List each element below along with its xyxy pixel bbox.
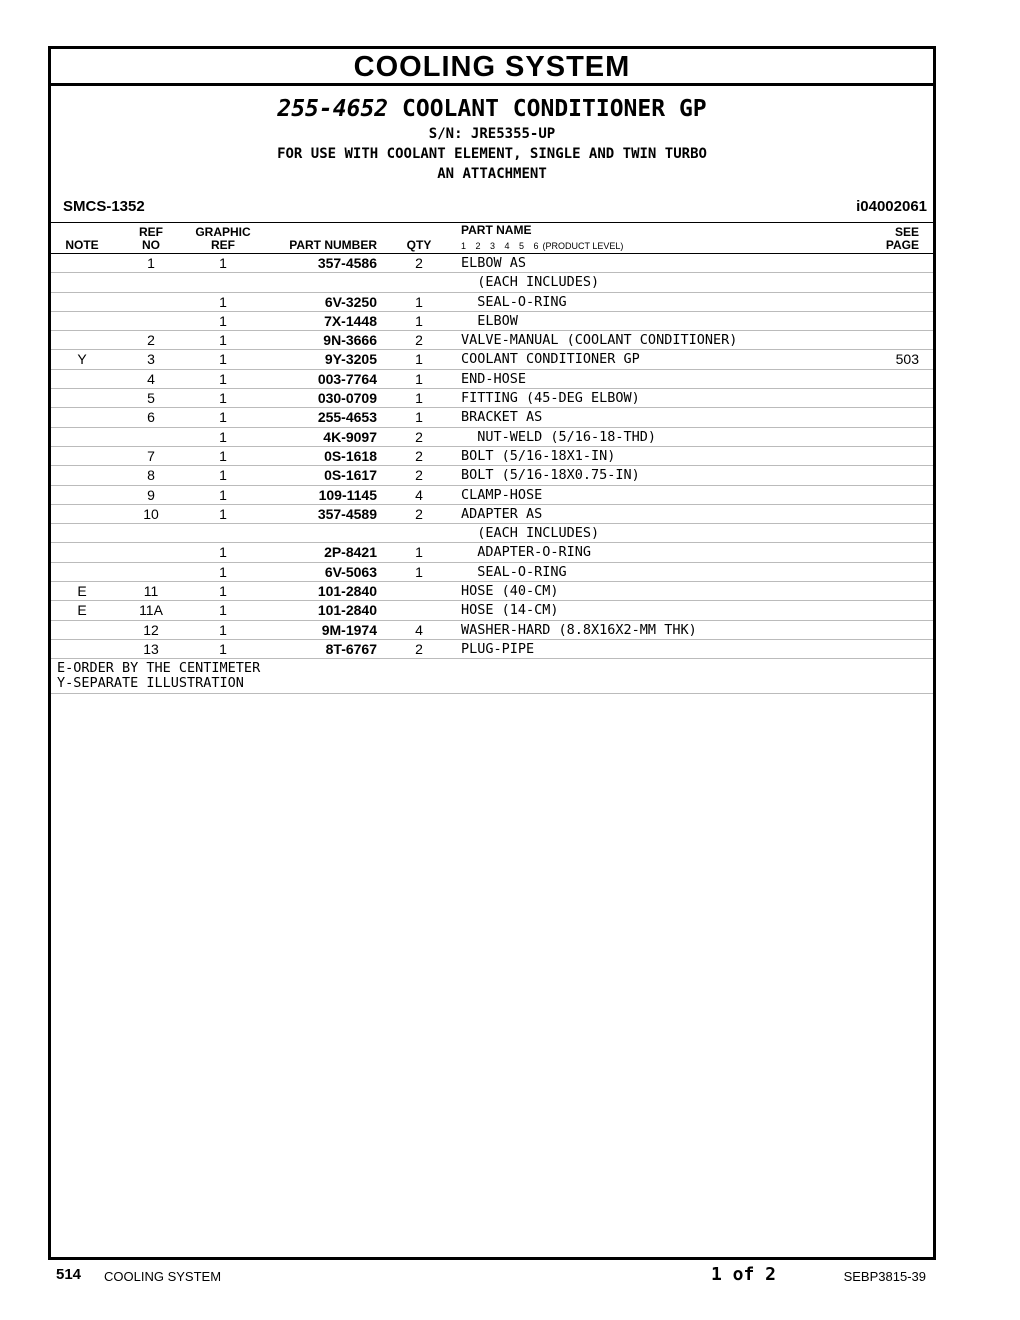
part-name-cell: ADAPTER AS [461,505,543,522]
ref-no-cell: 8 [147,467,155,484]
table-row [51,312,933,331]
qty-cell: 2 [415,640,423,657]
footer-section: COOLING SYSTEM [104,1269,222,1284]
group-title [51,94,933,124]
part-number-cell: 101-2840 [317,602,377,619]
graphic-ref-cell: 1 [219,640,227,657]
ref-no-cell: 11A [139,602,163,619]
ref-no-cell: 11 [143,583,159,600]
table-row [51,466,933,485]
note-e: E-ORDER BY THE CENTIMETER [57,660,261,677]
col-part-number: PART NUMBER [289,238,377,252]
col-part-name: PART NAME [461,223,532,237]
table-row [51,447,933,466]
ref-no-cell: 13 [143,640,159,657]
qty-cell: 1 [415,563,423,580]
part-name-cell: PLUG-PIPE [461,640,535,657]
table-row [51,621,933,640]
table-row [51,293,933,312]
graphic-ref-cell: 1 [219,351,227,368]
graphic-ref-cell: 1 [219,583,227,600]
table-row [51,254,933,273]
graphic-ref-cell: 1 [219,255,227,271]
part-name-cell: SEAL-O-RING [461,293,567,310]
section-title: COOLING SYSTEM [51,49,933,86]
page-of: 1 of 2 [711,1264,777,1285]
graphic-ref-cell: 1 [219,621,227,638]
part-name-cell: HOSE (14-CM) [461,602,559,619]
part-number-cell: 357-4586 [317,255,377,271]
note-y: Y-SEPARATE ILLUSTRATION [57,675,244,692]
table-header [51,223,933,254]
graphic-ref-cell: 1 [219,409,227,426]
graphic-ref-cell: 1 [219,563,227,580]
part-number-cell: 7X-1448 [324,312,377,329]
col-note: NOTE [65,238,99,252]
graphic-ref-cell: 1 [219,544,227,561]
part-name-cell: WASHER-HARD (8.8X16X2-MM THK) [461,621,697,638]
qty-cell: 1 [415,312,423,329]
table-row [51,524,933,543]
ref-no-cell: 5 [147,390,155,407]
graphic-ref-cell: 1 [219,370,227,387]
table-row [51,350,933,369]
part-number-cell: 4K-9097 [323,428,377,445]
ref-no-cell: 1 [147,255,155,271]
table-row [51,428,933,447]
col-graphic-top: GRAPHIC [195,225,251,239]
part-name-cell: (EACH INCLUDES) [461,274,600,291]
part-number-cell: 357-4589 [317,505,377,522]
part-name-cell: HOSE (40-CM) [461,583,559,600]
graphic-ref-cell: 1 [219,447,227,464]
graphic-ref-cell: 1 [219,602,227,619]
part-name-cell: BRACKET AS [461,409,543,426]
page-footer [56,1264,936,1288]
graphic-ref-cell: 1 [219,505,227,522]
part-number-cell: 6V-3250 [324,293,377,310]
product-levels [461,240,623,253]
qty-cell: 2 [415,255,423,271]
serial-number: S/N: JRE5355-UP [428,126,556,142]
qty-cell: 4 [415,486,423,503]
part-name-cell: BOLT (5/16-18X0.75-IN) [461,467,640,484]
part-name-cell: CLAMP-HOSE [461,486,543,503]
page-number: 514 [56,1266,82,1283]
group-part-number: 255-4652 [277,96,389,122]
graphic-ref-cell: 1 [219,332,227,349]
col-see-bottom: PAGE [885,238,919,252]
qty-cell: 1 [415,370,423,387]
graphic-ref-cell: 1 [219,312,227,329]
table-row [51,505,933,524]
table-row [51,273,933,292]
ref-no-cell: 2 [147,332,155,349]
qty-cell: 1 [415,390,423,407]
ref-no-cell: 7 [147,447,155,464]
see-page-cell: 503 [895,351,919,368]
part-name-cell: VALVE-MANUAL (COOLANT CONDITIONER) [461,332,738,349]
col-ref-top: REF [139,225,163,239]
ref-no-cell: 10 [143,505,159,522]
part-number-cell: 9Y-3205 [324,351,377,368]
table-row [51,389,933,408]
parts-page-frame [48,46,936,1260]
qty-cell: 4 [415,621,423,638]
ref-no-cell: 6 [147,409,155,426]
parts-table-body [51,254,933,659]
qty-cell: 2 [415,332,423,349]
part-name-cell: ELBOW AS [461,255,527,271]
part-number-cell: 6V-5063 [324,563,377,580]
use-line: FOR USE WITH COOLANT ELEMENT, SINGLE AND TWIN TURBO [277,146,707,162]
col-ref-bottom: NO [142,238,160,252]
qty-cell: 2 [415,467,423,484]
part-name-cell: FITTING (45-DEG ELBOW) [461,390,640,407]
part-number-cell: 9N-3666 [323,332,377,349]
col-qty: QTY [406,238,432,252]
col-see-top: SEE [894,225,919,239]
part-number-cell: 0S-1618 [324,447,377,464]
part-number-cell: 9M-1974 [321,621,377,638]
table-row [51,543,933,562]
table-row [51,331,933,350]
table-row [51,563,933,582]
qty-cell: 1 [415,293,423,310]
qty-cell: 1 [415,351,423,368]
part-name-cell: END-HOSE [461,370,527,387]
product-level-label: (PRODUCT LEVEL) [542,241,624,251]
table-row [51,408,933,427]
table-row [51,601,933,620]
notes-block [51,659,933,694]
level-numbers: 1 2 3 4 5 6 [461,241,539,251]
qty-cell: 1 [415,409,423,426]
part-name-cell: BOLT (5/16-18X1-IN) [461,447,616,464]
graphic-ref-cell: 1 [219,467,227,484]
part-number-cell: 8T-6767 [325,640,377,657]
table-row [51,640,933,659]
table-row [51,582,933,601]
part-name-cell: SEAL-O-RING [461,563,567,580]
part-name-cell: (EACH INCLUDES) [461,525,600,542]
attachment-line: AN ATTACHMENT [437,166,547,182]
smcs-code: SMCS-1352 [63,198,145,215]
part-number-cell: 0S-1617 [324,467,377,484]
part-number-cell: 2P-8421 [324,544,377,561]
note-cell: E [77,602,87,619]
group-name: COOLANT CONDITIONER GP [402,96,707,122]
ref-no-cell: 4 [147,370,155,387]
part-number-cell: 101-2840 [317,583,377,600]
group-header [51,94,933,223]
ref-no-cell: 3 [147,351,155,368]
graphic-ref-cell: 1 [219,428,227,445]
part-name-cell: COOLANT CONDITIONER GP [461,351,640,368]
part-number-cell: 109-1145 [318,486,377,503]
qty-cell: 2 [415,505,423,522]
part-number-cell: 030-0709 [317,390,377,407]
graphic-ref-cell: 1 [219,486,227,503]
table-row [51,486,933,505]
part-name-cell: ADAPTER-O-RING [461,544,592,561]
document-id: SEBP3815-39 [843,1269,926,1284]
graphic-ref-cell: 1 [219,293,227,310]
table-row [51,370,933,389]
col-graphic-bottom: REF [211,238,235,252]
part-name-cell: ELBOW [461,312,518,329]
note-cell: Y [77,351,87,368]
note-cell: E [77,583,87,600]
qty-cell: 1 [415,544,423,561]
part-number-cell: 255-4653 [317,409,377,426]
ref-no-cell: 9 [147,486,155,503]
graphic-ref-cell: 1 [219,390,227,407]
part-name-cell: NUT-WELD (5/16-18-THD) [461,428,657,445]
ref-no-cell: 12 [143,621,159,638]
qty-cell: 2 [415,428,423,445]
illustration-id: i04002061 [856,198,927,215]
part-number-cell: 003-7764 [317,370,377,387]
qty-cell: 2 [415,447,423,464]
